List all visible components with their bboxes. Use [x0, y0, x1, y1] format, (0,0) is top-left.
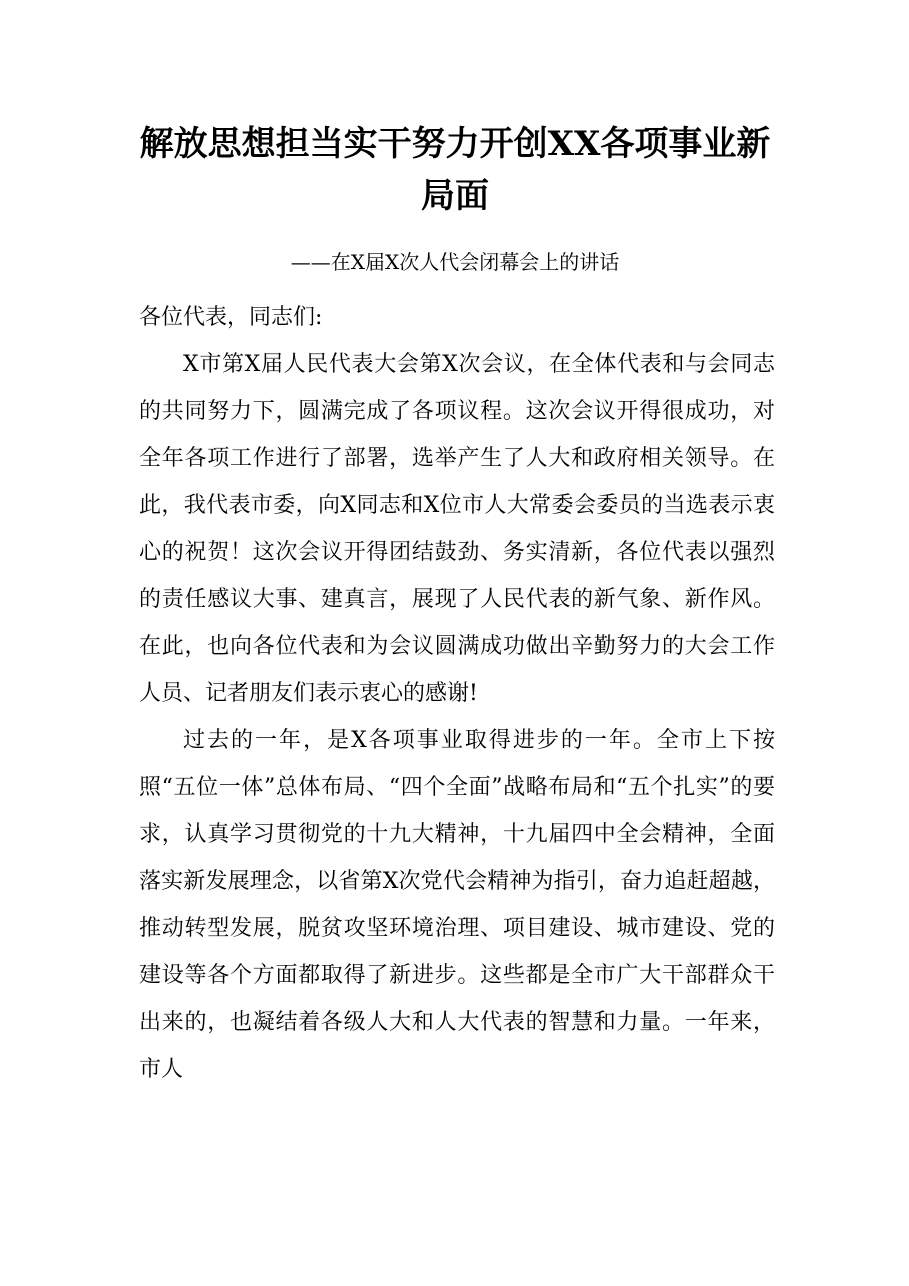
paragraph-1: X市第X届人民代表大会第X次会议，在全体代表和与会同志的共同努力下，圆满完成了各项议程。这次会议开得很成功，对全年各项工作进行了部署，选举产生了人大和政府相关领导。在此，我代表市委，向X同志和X位市人大常委会委员的当选表示衷心的祝贺！这次会议开得团结鼓劲、务实清新，各位代表以强烈的责任感议大事、建真言，展现了人民代表的新气象、新作风。在此，也向各位代表和为会议圆满成功做出辛勤努力的大会工作人员、记者朋友们表示衷心的感谢!: [139, 352, 775, 706]
document-subtitle: ——在X届X次人代会闭幕会上的讲话: [290, 250, 620, 274]
document-body: [139, 294, 775, 1093]
document-title: 解放思想担当实干努力开创XX各项事业新局面: [139, 124, 771, 216]
paragraph-2: 过去的一年，是X各项事业取得进步的一年。全市上下按照“五位一体”总体布局、“四个全面”战略布局和“五个扎实”的要求，认真学习贯彻党的十九大精神，十九届四中全会精神，全面落实新发展理念，以省第X次党代会精神为指引，奋力追赶超越，推动转型发展，脱贫攻坚环境治理、项目建设、城市建设、党的建设等各个方面都取得了新进步。这些都是全市广大干部群众干出来的，也凝结着各级人大和人大代表的智慧和力量。一年来，市人: [139, 728, 775, 1082]
salutation: 各位代表，同志们:: [139, 305, 323, 330]
